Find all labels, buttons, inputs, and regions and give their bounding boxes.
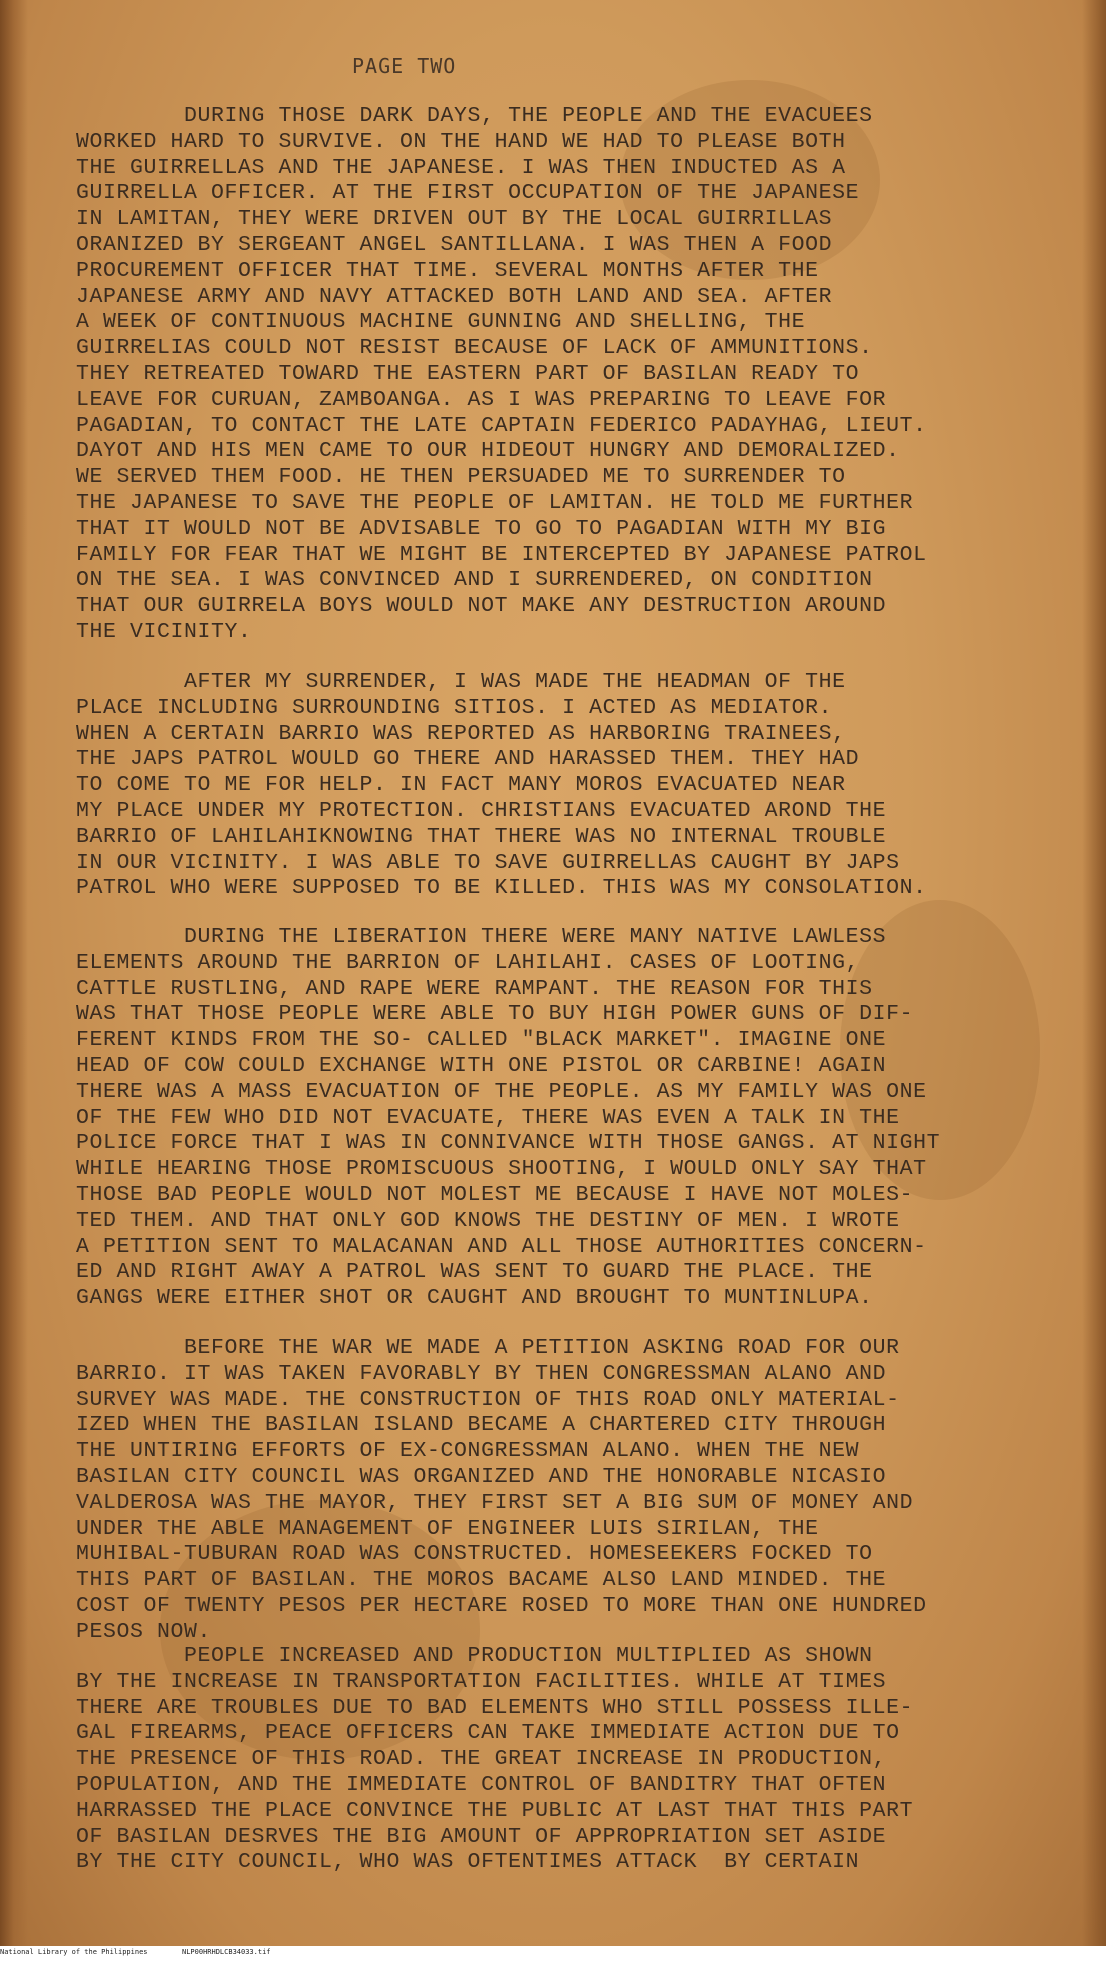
footer-filename: NLP00HRHDLCB34033.tif bbox=[182, 1948, 271, 1956]
paragraph-3: DURING THE LIBERATION THERE WERE MANY NATIVE LAWLESS ELEMENTS AROUND THE BARRION OF LAHILAHI. CASES OF LOOTING, CATTLE RUSTLING, AND RAPE WERE RAMPANT. THE REASON FOR THIS WAS THAT THOSE PEOPLE WERE ABLE TO BUY HIGH POWER GUNS OF DIF- FERENT KINDS FROM THE SO- CALLED "BLACK MARKET". IMAGINE ONE HEAD OF COW COULD EXCHANGE WITH ONE PISTOL OR CARBINE! AGAIN THERE WAS A MASS EVACUATION OF THE PEOPLE. AS MY FAMILY WAS ONE OF THE FEW WHO DID NOT EVACUATE, THERE WAS EVEN A TALK IN THE POLICE FORCE THAT I WAS IN CONNIVANCE WITH THOSE GANGS. AT NIGHT WHILE HEARING THOSE PROMISCUOUS SHOOTING, I WOULD ONLY SAY THAT THOSE BAD PEOPLE WOULD NOT MOLEST ME BECAUSE I HAVE NOT MOLES- TED THEM. AND THAT ONLY GOD KNOWS THE DESTINY OF MEN. I WROTE A PETITION SENT TO MALACANAN AND ALL THOSE AUTHORITIES CONCERN- ED AND RIGHT AWAY A PATROL WAS SENT TO GUARD THE PLACE. THE GANGS WERE EITHER SHOT OR CAUGHT AND BROUGHT TO MUNTINLUPA. bbox=[76, 925, 941, 1311]
footer-library: National Library of the Philippines bbox=[0, 1948, 148, 1956]
paragraph-4: BEFORE THE WAR WE MADE A PETITION ASKING ROAD FOR OUR BARRIO. IT WAS TAKEN FAVORABLY BY THEN CONGRESSMAN ALANO AND SURVEY WAS MADE. THE CONSTRUCTION OF THIS ROAD ONLY MATERIAL- IZED WHEN THE BASILAN ISLAND BECAME A CHARTERED CITY THROUGH THE UNTIRING EFFORTS OF EX-CONGRESSMAN ALANO. WHEN THE NEW BASILAN CITY COUNCIL WAS ORGANIZED AND THE HONORABLE NICASIO VALDEROSA WAS THE MAYOR, THEY FIRST SET A BIG SUM OF MONEY AND UNDER THE ABLE MANAGEMENT OF ENGINEER LUIS SIRILAN, THE MUHIBAL-TUBURAN ROAD WAS CONSTRUCTED. HOMESEEKERS FOCKED TO THIS PART OF BASILAN. THE MOROS BACAME ALSO LAND MINDED. THE COST OF TWENTY PESOS PER HECTARE ROSED TO MORE THAN ONE HUNDRED PESOS NOW. bbox=[76, 1336, 927, 1644]
paragraph-1: DURING THOSE DARK DAYS, THE PEOPLE AND THE EVACUEES WORKED HARD TO SURVIVE. ON THE HAND WE HAD TO PLEASE BOTH THE GUIRRELLAS AND THE JAPANESE. I WAS THEN INDUCTED AS A GUIRRELLA OFFICER. AT THE FIRST OCCUPATION OF THE JAPANESE IN LAMITAN, THEY WERE DRIVEN OUT BY THE LOCAL GUIRRILLAS ORANIZED BY SERGEANT ANGEL SANTILLANA. I WAS THEN A FOOD PROCUREMENT OFFICER THAT TIME. SEVERAL MONTHS AFTER THE JAPANESE ARMY AND NAVY ATTACKED BOTH LAND AND SEA. AFTER A WEEK OF CONTINUOUS MACHINE GUNNING AND SHELLING, THE GUIRRELIAS COULD NOT RESIST BECAUSE OF LACK OF AMMUNITIONS. THEY RETREATED TOWARD THE EASTERN PART OF BASILAN READY TO LEAVE FOR CURUAN, ZAMBOANGA. AS I WAS PREPARING TO LEAVE FOR PAGADIAN, TO CONTACT THE LATE CAPTAIN FEDERICO PADAYHAG, LIEUT. DAYOT AND HIS MEN CAME TO OUR HIDEOUT HUNGRY AND DEMORALIZED. WE SERVED THEM FOOD. HE THEN PERSUADED ME TO SURRENDER TO THE JAPANESE TO SAVE THE PEOPLE OF LAMITAN. HE TOLD ME FURTHER THAT IT WOULD NOT BE ADVISABLE TO GO TO PAGADIAN WITH MY BIG FAMILY FOR FEAR THAT WE MIGHT BE INTERCEPTED BY JAPANESE PATROL ON THE SEA. I WAS CONVINCED AND I SURRENDERED, ON CONDITION THAT OUR GUIRRELA BOYS WOULD NOT MAKE ANY DESTRUCTION AROUND THE VICINITY. bbox=[76, 104, 927, 644]
scan-footer bbox=[0, 1946, 1106, 1958]
paragraph-2: AFTER MY SURRENDER, I WAS MADE THE HEADMAN OF THE PLACE INCLUDING SURROUNDING SITIOS. I ACTED AS MEDIATOR. WHEN A CERTAIN BARRIO WAS REPORTED AS HARBORING TRAINEES, THE JAPS PATROL WOULD GO THERE AND HARASSED THEM. THEY HAD TO COME TO ME FOR HELP. IN FACT MANY MOROS EVACUATED NEAR MY PLACE UNDER MY PROTECTION. CHRISTIANS EVACUATED AROND THE BARRIO OF LAHILAHIKNOWING THAT THERE WAS NO INTERNAL TROUBLE IN OUR VICINITY. I WAS ABLE TO SAVE GUIRRELLAS CAUGHT BY JAPS PATROL WHO WERE SUPPOSED TO BE KILLED. THIS WAS MY CONSOLATION. bbox=[76, 670, 927, 901]
paragraph-5: PEOPLE INCREASED AND PRODUCTION MULTIPLIED AS SHOWN BY THE INCREASE IN TRANSPORTATION FACILITIES. WHILE AT TIMES THERE ARE TROUBLES DUE TO BAD ELEMENTS WHO STILL POSSESS ILLE- GAL FIREARMS, PEACE OFFICERS CAN TAKE IMMEDIATE ACTION DUE TO THE PRESENCE OF THIS ROAD. THE GREAT INCREASE IN PRODUCTION, POPULATION, AND THE IMMEDIATE CONTROL OF BANDITRY THAT OFTEN HARRASSED THE PLACE CONVINCE THE PUBLIC AT LAST THAT THIS PART OF BASILAN DESRVES THE BIG AMOUNT OF APPROPRIATION SET ASIDE BY THE CITY COUNCIL, WHO WAS OFTENTIMES ATTACK BY CERTAIN bbox=[76, 1644, 914, 1875]
page-header: PAGE TWO bbox=[352, 54, 457, 78]
